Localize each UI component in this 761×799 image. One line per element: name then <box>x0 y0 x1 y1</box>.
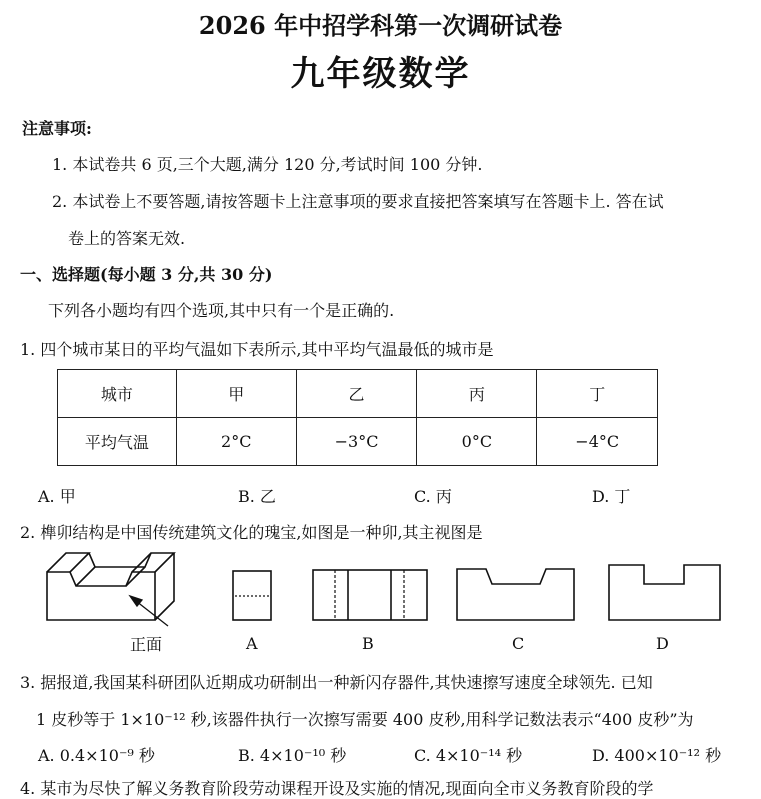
table-cell: 2°C <box>176 418 296 466</box>
front-arrow <box>130 596 168 626</box>
q2-option-a: A <box>246 634 258 653</box>
table-cell: 0°C <box>417 418 537 466</box>
option-b-figure <box>313 570 427 620</box>
table-cell: 丙 <box>417 370 537 418</box>
table-cell: 城市 <box>58 370 177 418</box>
question-1-stem: 1. 四个城市某日的平均气温如下表所示,其中平均气温最低的城市是 <box>20 340 494 359</box>
mortise-3d-figure <box>47 553 174 620</box>
q1-option-a: A. 甲 <box>38 487 76 506</box>
table-cell: −3°C <box>296 418 417 466</box>
q1-option-d: D. 丁 <box>592 487 631 506</box>
section-instruction: 下列各小题均有四个选项,其中只有一个是正确的. <box>48 301 395 320</box>
table-cell: −4°C <box>537 418 658 466</box>
q1-option-c: C. 丙 <box>414 487 452 506</box>
q1-option-b: B. 乙 <box>238 487 276 506</box>
option-d-figure <box>609 565 720 620</box>
note-item-2-line-1: 2. 本试卷上不要答题,请按答题卡上注意事项的要求直接把答案填写在答题卡上. 答在试 <box>52 192 664 211</box>
q2-option-d: D <box>656 634 669 653</box>
q2-option-c: C <box>512 634 525 653</box>
option-c-figure <box>457 569 574 620</box>
table-cell: 乙 <box>296 370 417 418</box>
table-cell: 丁 <box>537 370 658 418</box>
question-2-stem: 2. 榫卯结构是中国传统建筑文化的瑰宝,如图是一种卯,其主视图是 <box>20 523 483 542</box>
option-a-figure <box>233 571 271 620</box>
section-heading: 一、选择题(每小题 3 分,共 30 分) <box>20 265 273 284</box>
notes-heading: 注意事项: <box>22 119 92 138</box>
front-label: 正面 <box>130 635 163 654</box>
question-3-line-1: 3. 据报道,我国某科研团队近期成功研制出一种新闪存器件,其快速擦写速度全球领先. 已知 <box>20 673 653 692</box>
question-4-line-1: 4. 某市为尽快了解义务教育阶段劳动课程开设及实施的情况,现面向全市义务教育阶段的学 <box>20 779 654 798</box>
q3-option-d: D. 400×10⁻¹² 秒 <box>592 746 722 765</box>
q3-option-a: A. 0.4×10⁻⁹ 秒 <box>38 746 155 765</box>
question-3-line-2: 1 皮秒等于 1×10⁻¹² 秒,该器件执行一次擦写需要 400 皮秒,用科学记数法表示“400 皮秒”为 <box>36 710 694 729</box>
table-cell: 平均气温 <box>58 418 177 466</box>
q3-option-c: C. 4×10⁻¹⁴ 秒 <box>414 746 523 765</box>
q2-option-b: B <box>362 634 374 653</box>
q3-option-b: B. 4×10⁻¹⁰ 秒 <box>238 746 347 765</box>
note-item-2-line-2: 卷上的答案无效. <box>68 229 186 248</box>
note-item-1: 1. 本试卷共 6 页,三个大题,满分 120 分,考试时间 100 分钟. <box>52 155 483 174</box>
exam-subject: 九年级数学 <box>290 54 471 94</box>
table-cell: 甲 <box>176 370 296 418</box>
exam-title: 2026 年中招学科第一次调研试卷 <box>198 11 563 40</box>
